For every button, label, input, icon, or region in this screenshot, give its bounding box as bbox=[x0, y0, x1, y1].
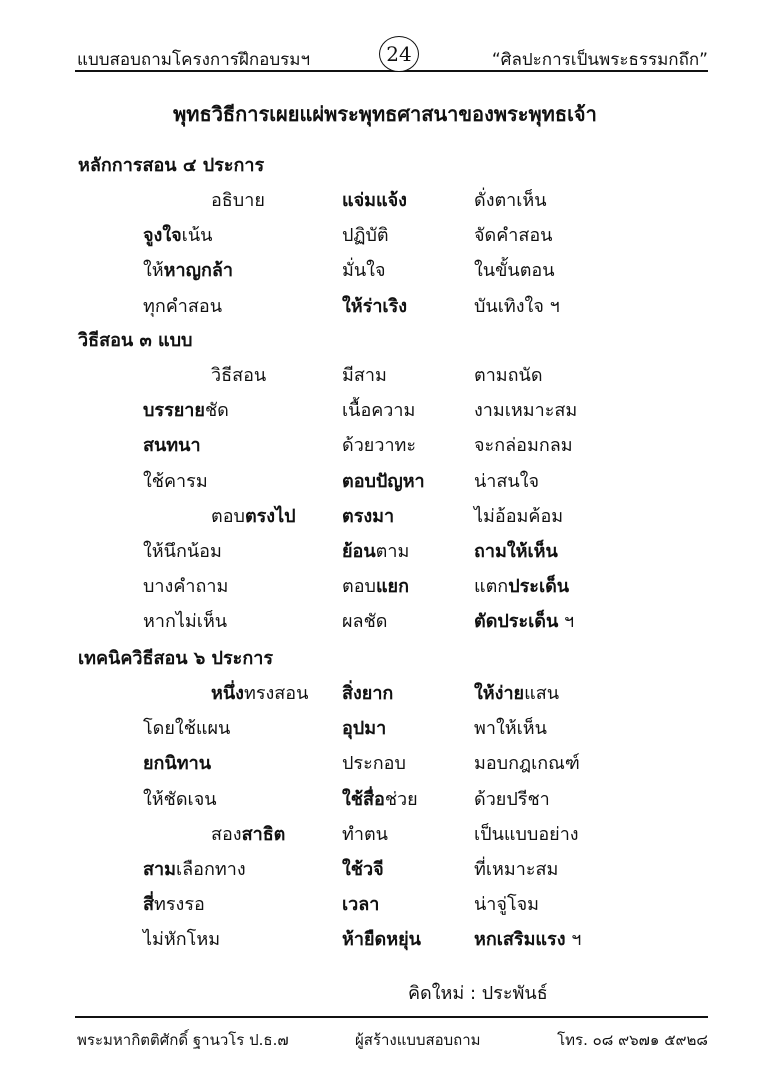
verse-phrase: วิธีสอน bbox=[211, 365, 267, 386]
verse-phrase: จะกล่อมกลม bbox=[474, 435, 573, 457]
page-title: พุทธวิธีการเผยแผ่พระพุทธศาสนาของพระพุทธเจ้า bbox=[173, 102, 597, 126]
verse-line bbox=[0, 185, 770, 215]
verse-phrase: พาให้เห็น bbox=[474, 718, 547, 740]
verse-phrase: น่าสนใจ bbox=[474, 470, 540, 492]
verse-line bbox=[0, 678, 770, 708]
verse-phrase: ใช้สื่อช่วย bbox=[342, 788, 418, 810]
verse-line bbox=[0, 291, 770, 321]
verse-line bbox=[0, 430, 770, 460]
verse-phrase: มอบกฎเกณฑ์ bbox=[474, 753, 580, 775]
verse-phrase: สองสาธิต bbox=[211, 823, 286, 845]
verse-line bbox=[0, 889, 770, 919]
verse-line bbox=[0, 854, 770, 884]
verse-phrase: ห้ายืดหยุ่น bbox=[342, 929, 421, 951]
verse-line bbox=[0, 713, 770, 743]
verse-phrase: มีสาม bbox=[342, 365, 387, 386]
verse-phrase: บันเทิงใจ ฯ bbox=[474, 295, 560, 317]
verse-phrase: ตอบปัญหา bbox=[342, 470, 425, 492]
verse-line bbox=[0, 255, 770, 285]
verse-line bbox=[0, 571, 770, 601]
header-left-text: แบบสอบถามโครงการฝึกอบรมฯ bbox=[77, 50, 311, 70]
verse-line bbox=[0, 606, 770, 636]
footer-phone: โทร. ๐๘ ๙๖๗๑ ๕๙๒๘ bbox=[557, 1031, 708, 1049]
verse-phrase: ไม่อ้อมค้อม bbox=[474, 505, 564, 527]
verse-line bbox=[0, 748, 770, 778]
verse-phrase: ยกนิทาน bbox=[143, 753, 212, 775]
verse-phrase: ให้นึกน้อม bbox=[143, 541, 222, 562]
verse-phrase: อุปมา bbox=[342, 718, 387, 740]
verse-phrase: สนทนา bbox=[143, 435, 201, 457]
verse-phrase: ที่เหมาะสม bbox=[474, 859, 559, 880]
verse-phrase: สิ่งยาก bbox=[342, 683, 394, 704]
section-heading: หลักการสอน ๔ ประการ bbox=[78, 155, 265, 176]
page-header bbox=[75, 40, 708, 72]
verse-phrase: ตามถนัด bbox=[474, 365, 543, 386]
verse-phrase: ประกอบ bbox=[342, 753, 406, 775]
verse-phrase: เนื้อความ bbox=[342, 400, 416, 422]
verse-phrase: งามเหมาะสม bbox=[474, 400, 578, 422]
verse-phrase: อธิบาย bbox=[211, 190, 265, 211]
verse-phrase: บรรยายชัด bbox=[143, 400, 229, 422]
verse-phrase: ด้วยปรีชา bbox=[474, 788, 550, 810]
verse-phrase: ด้วยวาทะ bbox=[342, 435, 417, 457]
verse-phrase: ทำตน bbox=[342, 823, 388, 845]
section-heading: เทคนิควิธีสอน ๖ ประการ bbox=[78, 648, 273, 669]
footer-author: พระมหากิตติศักดิ์ ฐานวโร ป.ธ.๗ bbox=[77, 1031, 289, 1049]
verse-phrase: แตกประเด็น bbox=[474, 576, 570, 598]
footer-role: ผู้สร้างแบบสอบถาม bbox=[355, 1031, 481, 1049]
verse-phrase: ผลชัด bbox=[342, 611, 388, 633]
page-number: 24 bbox=[379, 36, 419, 72]
verse-line bbox=[0, 360, 770, 390]
verse-phrase: ตัดประเด็น ฯ bbox=[474, 611, 575, 633]
verse-phrase: หนึ่งทรงสอน bbox=[211, 683, 309, 704]
verse-phrase: สามเลือกทาง bbox=[143, 859, 246, 880]
header-right-text: “ศิลปะการเป็นพระธรรมกถึก” bbox=[491, 50, 708, 70]
verse-phrase: หกเสริมแรง ฯ bbox=[474, 929, 582, 951]
verse-phrase: ในขั้นตอน bbox=[474, 260, 555, 282]
verse-line bbox=[0, 395, 770, 425]
verse-phrase: ถามให้เห็น bbox=[474, 541, 558, 562]
verse-phrase: เป็นแบบอย่าง bbox=[474, 823, 579, 845]
verse-phrase: ใช้คารม bbox=[143, 470, 208, 492]
verse-phrase: ใช้วจี bbox=[342, 859, 384, 880]
verse-line bbox=[0, 501, 770, 531]
verse-phrase: เวลา bbox=[342, 894, 380, 916]
verse-line bbox=[0, 784, 770, 814]
verse-phrase: ดั่งตาเห็น bbox=[474, 190, 547, 211]
verse-phrase: น่าจู่โจม bbox=[474, 894, 540, 916]
verse-phrase: ให้ง่ายแสน bbox=[474, 683, 560, 704]
verse-phrase: ปฏิบัติ bbox=[342, 225, 389, 247]
verse-line bbox=[0, 924, 770, 954]
verse-line bbox=[0, 536, 770, 566]
verse-phrase: ให้ร่าเริง bbox=[342, 295, 408, 317]
verse-phrase: ไม่หักโหม bbox=[143, 929, 221, 951]
verse-phrase: ย้อนตาม bbox=[342, 541, 410, 562]
verse-phrase: ตอบแยก bbox=[342, 576, 409, 598]
verse-phrase: โดยใช้แผน bbox=[143, 718, 231, 740]
verse-phrase: ตรงมา bbox=[342, 505, 395, 527]
verse-phrase: ให้ชัดเจน bbox=[143, 788, 217, 810]
author-credit: คิดใหม่ : ประพันธ์ bbox=[408, 983, 548, 1004]
verse-line bbox=[0, 466, 770, 496]
verse-phrase: หากไม่เห็น bbox=[143, 611, 228, 633]
verse-phrase: ให้หาญกล้า bbox=[143, 260, 234, 282]
page-footer bbox=[75, 1016, 708, 1054]
verse-line bbox=[0, 220, 770, 250]
verse-phrase: ตอบตรงไป bbox=[211, 505, 296, 527]
verse-line bbox=[0, 819, 770, 849]
verse-phrase: ทุกคำสอน bbox=[143, 295, 223, 317]
verse-phrase: สี่ทรงรอ bbox=[143, 894, 205, 916]
verse-phrase: มั่นใจ bbox=[342, 260, 386, 282]
verse-phrase: บางคำถาม bbox=[143, 576, 229, 598]
verse-phrase: แจ่มแจ้ง bbox=[342, 190, 407, 211]
verse-phrase: จัดคำสอน bbox=[474, 225, 553, 247]
verse-phrase: จูงใจเน้น bbox=[143, 225, 213, 247]
section-heading: วิธีสอน ๓ แบบ bbox=[78, 330, 193, 351]
